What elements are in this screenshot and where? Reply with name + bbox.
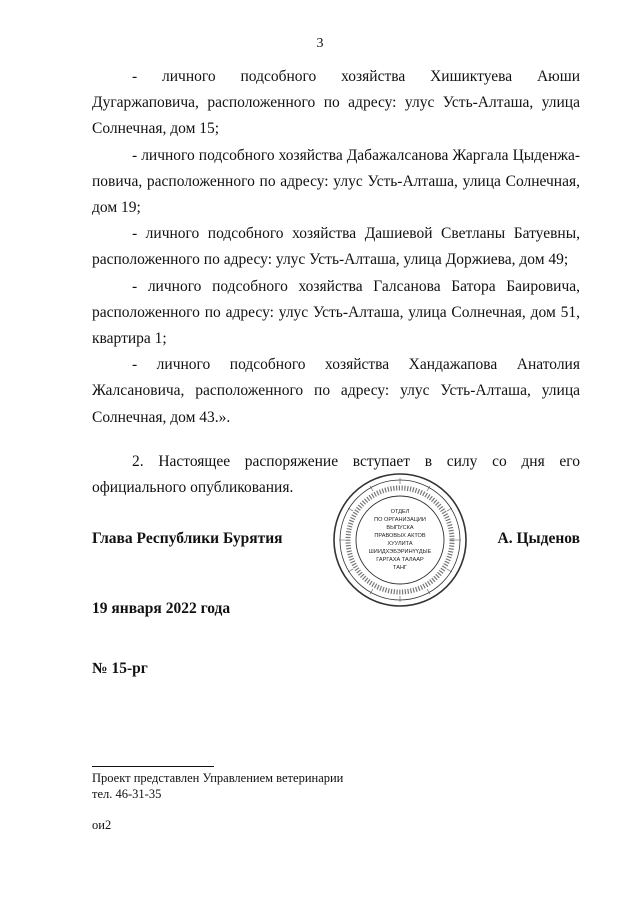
body-text bbox=[92, 64, 580, 501]
official-seal-stamp bbox=[330, 470, 470, 610]
paragraph-item-1: - личного подсобного хозяйства Хишиктуева Аюши Дугаржаповича, расположенного по адресу: улус Усть-Алташа, улица Солнечная, дом 15; bbox=[92, 68, 580, 138]
paragraph-item-5: - личного подсобного хозяйства Хандажапова Анатолия Жалсановича, расположенного по адресу: улус Усть-Алташа, улица Солнечная, дом 43.». bbox=[92, 356, 580, 426]
stamp-line: ТАНГ bbox=[392, 565, 408, 571]
signatory-title: Глава Республики Бурятия bbox=[92, 530, 283, 547]
stamp-line: ПРАВОВЫХ АКТОВ bbox=[374, 533, 426, 539]
footnote-divider bbox=[92, 766, 214, 767]
footnote-phone: тел. 46-31-35 bbox=[92, 787, 162, 801]
document-number: № 15-рг bbox=[92, 660, 148, 677]
page-number: 3 bbox=[316, 36, 324, 51]
stamp-line: ХУУЛИТА bbox=[387, 541, 413, 547]
paragraph-effective-date: 2. Настоящее распоряжение вступает в силу со дня его официального опубликования. bbox=[92, 452, 580, 497]
footnote bbox=[92, 770, 343, 802]
paragraph-item-2: - личного подсобного хозяйства Дабажалсанова Жаргала Цыденжаповича, расположенного по адресу: улус Усть-Алташа, улица Солнечная, дом 19; bbox=[92, 146, 580, 217]
stamp-line: ОТДЕЛ bbox=[390, 509, 410, 515]
signatory-name: А. Цыденов bbox=[497, 530, 580, 547]
stamp-line: ВЫПУСКА bbox=[386, 525, 414, 531]
stamp-line: ШИИДХЭБЭРИНҮҮДЫЕ bbox=[368, 549, 432, 555]
footnote-line: Проект представлен Управлением ветеринарии bbox=[92, 771, 344, 785]
stamp-line: ГАРГАХА ТАЛААР bbox=[376, 557, 424, 563]
paragraph-item-4: - личного подсобного хозяйства Галсанова Батора Баировича, расположенного по адресу: улус Усть-Алташа, улица Солнечная, дом 51, квартира 1; bbox=[92, 277, 580, 348]
document-date: 19 января 2022 года bbox=[92, 600, 231, 617]
paragraph-item-3: - личного подсобного хозяйства Дашиевой Светланы Батуевны, расположенного по адресу: улус Усть-Алташа, улица Доржиева, дом 49; bbox=[92, 225, 580, 269]
document-code: ои2 bbox=[92, 818, 112, 832]
stamp-line: ПО ОРГАНИЗАЦИИ bbox=[374, 517, 426, 523]
